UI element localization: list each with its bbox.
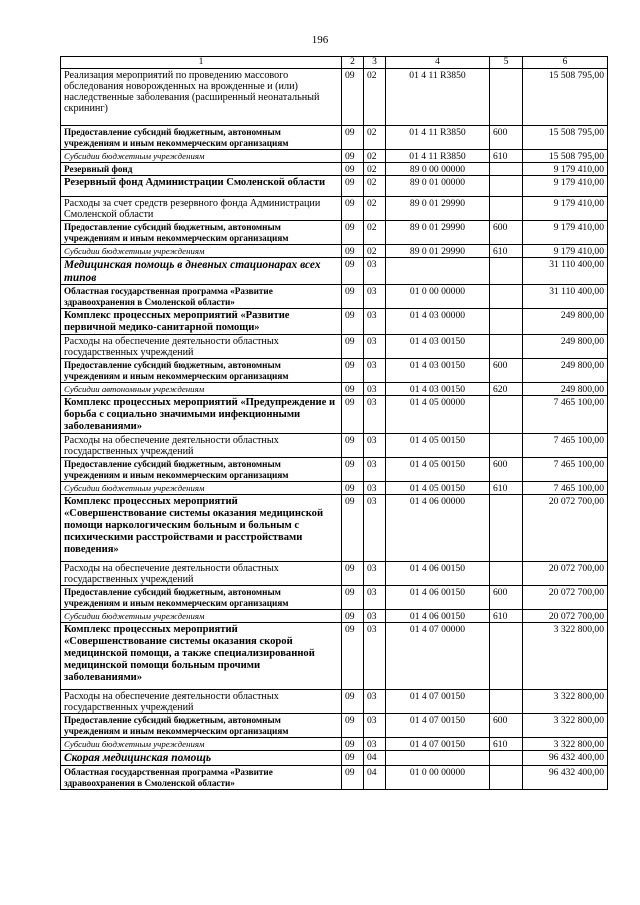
row-name-cell: Предоставление субсидий бюджетным, автономным учреждениям и иным некоммерческим организациям xyxy=(61,458,342,482)
header-row xyxy=(61,57,608,69)
table-row xyxy=(61,163,608,176)
subsection-code-cell: 03 xyxy=(364,610,386,623)
amount-cell: 3 322 800,00 xyxy=(523,714,608,738)
row-name-cell: Областная государственная программа «Развитие здравоохранения в Смоленской области» xyxy=(61,765,342,789)
subsection-code-cell: 03 xyxy=(364,309,386,335)
row-name-cell: Резервный фонд Администрации Смоленской области xyxy=(61,176,342,197)
expense-type-cell: 600 xyxy=(490,586,523,610)
row-name-cell: Расходы на обеспечение деятельности областных государственных учреждений xyxy=(61,690,342,714)
table-row xyxy=(61,396,608,434)
amount-cell: 9 179 410,00 xyxy=(523,163,608,176)
amount-cell: 96 432 400,00 xyxy=(523,751,608,766)
target-article-cell: 01 4 06 00150 xyxy=(386,586,490,610)
section-code-cell: 09 xyxy=(342,751,364,766)
section-code-cell: 09 xyxy=(342,359,364,383)
row-name-cell: Субсидии бюджетным учреждениям xyxy=(61,482,342,495)
target-article-cell xyxy=(386,751,490,766)
subsection-code-cell: 02 xyxy=(364,163,386,176)
table-row xyxy=(61,359,608,383)
row-name-cell: Комплекс процессных мероприятий «Развитие первичной медико-санитарной помощи» xyxy=(61,309,342,335)
row-name-cell: Медицинская помощь в дневных стационарах всех типов xyxy=(61,258,342,285)
target-article-cell: 89 0 00 00000 xyxy=(386,163,490,176)
header-cell: 3 xyxy=(364,57,386,69)
row-name-cell: Предоставление субсидий бюджетным, автономным учреждениям и иным некоммерческим организациям xyxy=(61,714,342,738)
amount-cell: 20 072 700,00 xyxy=(523,495,608,562)
amount-cell: 249 800,00 xyxy=(523,383,608,396)
section-code-cell: 09 xyxy=(342,335,364,359)
expense-type-cell xyxy=(490,258,523,285)
subsection-code-cell: 04 xyxy=(364,751,386,766)
target-article-cell: 01 4 05 00150 xyxy=(386,458,490,482)
page-number: 196 xyxy=(311,34,329,46)
table-row xyxy=(61,458,608,482)
target-article-cell: 01 4 05 00150 xyxy=(386,434,490,458)
subsection-code-cell: 02 xyxy=(364,150,386,163)
budget-table xyxy=(60,56,608,790)
row-name-cell: Комплекс процессных мероприятий «Предупреждение и борьба с социально значимыми инфекционными заболеваниями» xyxy=(61,396,342,434)
section-code-cell: 09 xyxy=(342,610,364,623)
section-code-cell: 09 xyxy=(342,495,364,562)
row-name-cell: Субсидии бюджетным учреждениям xyxy=(61,245,342,258)
amount-cell: 9 179 410,00 xyxy=(523,221,608,245)
target-article-cell: 01 4 05 00150 xyxy=(386,482,490,495)
header-cell: 1 xyxy=(61,57,342,69)
amount-cell: 20 072 700,00 xyxy=(523,610,608,623)
table-row xyxy=(61,586,608,610)
expense-type-cell: 610 xyxy=(490,610,523,623)
target-article-cell: 01 0 00 00000 xyxy=(386,765,490,789)
row-name-cell: Расходы на обеспечение деятельности областных государственных учреждений xyxy=(61,434,342,458)
section-code-cell: 09 xyxy=(342,738,364,751)
table-row xyxy=(61,562,608,586)
target-article-cell: 01 4 11 R3850 xyxy=(386,126,490,150)
expense-type-cell: 600 xyxy=(490,126,523,150)
table-body xyxy=(61,69,608,790)
section-code-cell: 09 xyxy=(342,150,364,163)
amount-cell: 3 322 800,00 xyxy=(523,738,608,751)
row-name-cell: Скорая медицинская помощь xyxy=(61,751,342,766)
amount-cell: 20 072 700,00 xyxy=(523,586,608,610)
expense-type-cell xyxy=(490,396,523,434)
header-cell: 6 xyxy=(523,57,608,69)
target-article-cell: 01 4 03 00150 xyxy=(386,335,490,359)
section-code-cell: 09 xyxy=(342,221,364,245)
amount-cell: 7 465 100,00 xyxy=(523,482,608,495)
table-row xyxy=(61,176,608,197)
target-article-cell: 01 4 03 00150 xyxy=(386,383,490,396)
section-code-cell: 09 xyxy=(342,623,364,690)
expense-type-cell xyxy=(490,197,523,221)
subsection-code-cell: 03 xyxy=(364,383,386,396)
expense-type-cell xyxy=(490,335,523,359)
table-row xyxy=(61,738,608,751)
expense-type-cell: 610 xyxy=(490,738,523,751)
table-row xyxy=(61,126,608,150)
target-article-cell: 01 4 07 00000 xyxy=(386,623,490,690)
subsection-code-cell: 03 xyxy=(364,335,386,359)
section-code-cell: 09 xyxy=(342,714,364,738)
expense-type-cell xyxy=(490,176,523,197)
expense-type-cell xyxy=(490,69,523,126)
expense-type-cell: 600 xyxy=(490,359,523,383)
subsection-code-cell: 02 xyxy=(364,221,386,245)
expense-type-cell: 610 xyxy=(490,245,523,258)
expense-type-cell xyxy=(490,285,523,309)
table-header xyxy=(61,57,608,69)
subsection-code-cell: 03 xyxy=(364,495,386,562)
amount-cell: 7 465 100,00 xyxy=(523,458,608,482)
section-code-cell: 09 xyxy=(342,245,364,258)
amount-cell: 9 179 410,00 xyxy=(523,245,608,258)
row-name-cell: Реализация мероприятий по проведению массового обследования новорожденных на врожденные и (или) наследственные заболевания (расширенный неонатальный скрининг) xyxy=(61,69,342,126)
table-row xyxy=(61,383,608,396)
target-article-cell: 01 0 00 00000 xyxy=(386,285,490,309)
section-code-cell: 09 xyxy=(342,309,364,335)
expense-type-cell xyxy=(490,623,523,690)
section-code-cell: 09 xyxy=(342,258,364,285)
section-code-cell: 09 xyxy=(342,197,364,221)
header-cell: 4 xyxy=(386,57,490,69)
table-row xyxy=(61,197,608,221)
amount-cell: 3 322 800,00 xyxy=(523,623,608,690)
subsection-code-cell: 03 xyxy=(364,482,386,495)
amount-cell: 31 110 400,00 xyxy=(523,258,608,285)
table-row xyxy=(61,482,608,495)
table-row xyxy=(61,714,608,738)
table-row xyxy=(61,610,608,623)
expense-type-cell: 600 xyxy=(490,458,523,482)
table-row xyxy=(61,751,608,766)
amount-cell: 9 179 410,00 xyxy=(523,176,608,197)
subsection-code-cell: 03 xyxy=(364,458,386,482)
target-article-cell: 01 4 07 00150 xyxy=(386,690,490,714)
section-code-cell: 09 xyxy=(342,126,364,150)
amount-cell: 7 465 100,00 xyxy=(523,396,608,434)
table-row xyxy=(61,309,608,335)
target-article-cell: 89 0 01 29990 xyxy=(386,197,490,221)
amount-cell: 20 072 700,00 xyxy=(523,562,608,586)
row-name-cell: Расходы на обеспечение деятельности областных государственных учреждений xyxy=(61,335,342,359)
table-row xyxy=(61,285,608,309)
amount-cell: 7 465 100,00 xyxy=(523,434,608,458)
table-row xyxy=(61,765,608,789)
expense-type-cell xyxy=(490,765,523,789)
header-cell: 5 xyxy=(490,57,523,69)
expense-type-cell xyxy=(490,434,523,458)
section-code-cell: 09 xyxy=(342,765,364,789)
target-article-cell xyxy=(386,258,490,285)
table-row xyxy=(61,434,608,458)
table-row xyxy=(61,335,608,359)
expense-type-cell: 610 xyxy=(490,150,523,163)
expense-type-cell: 620 xyxy=(490,383,523,396)
expense-type-cell xyxy=(490,562,523,586)
subsection-code-cell: 03 xyxy=(364,586,386,610)
table-row xyxy=(61,623,608,690)
table-row xyxy=(61,690,608,714)
subsection-code-cell: 02 xyxy=(364,197,386,221)
row-name-cell: Комплекс процессных мероприятий «Совершенствование системы оказания медицинской помощи наркологическим больным и больным с психическими расстройствами и расстройствами поведения» xyxy=(61,495,342,562)
row-name-cell: Субсидии бюджетным учреждениям xyxy=(61,610,342,623)
subsection-code-cell: 02 xyxy=(364,245,386,258)
subsection-code-cell: 02 xyxy=(364,69,386,126)
amount-cell: 15 508 795,00 xyxy=(523,150,608,163)
target-article-cell: 01 4 07 00150 xyxy=(386,738,490,751)
target-article-cell: 01 4 03 00150 xyxy=(386,359,490,383)
target-article-cell: 89 0 01 00000 xyxy=(386,176,490,197)
subsection-code-cell: 04 xyxy=(364,765,386,789)
subsection-code-cell: 03 xyxy=(364,714,386,738)
amount-cell: 15 508 795,00 xyxy=(523,69,608,126)
header-cell: 2 xyxy=(342,57,364,69)
target-article-cell: 89 0 01 29990 xyxy=(386,245,490,258)
subsection-code-cell: 03 xyxy=(364,690,386,714)
expense-type-cell xyxy=(490,163,523,176)
row-name-cell: Субсидии автономным учреждениям xyxy=(61,383,342,396)
target-article-cell: 01 4 05 00000 xyxy=(386,396,490,434)
row-name-cell: Областная государственная программа «Развитие здравоохранения в Смоленской области» xyxy=(61,285,342,309)
table-row xyxy=(61,258,608,285)
subsection-code-cell: 03 xyxy=(364,738,386,751)
subsection-code-cell: 03 xyxy=(364,623,386,690)
section-code-cell: 09 xyxy=(342,562,364,586)
subsection-code-cell: 03 xyxy=(364,258,386,285)
target-article-cell: 01 4 11 R3850 xyxy=(386,150,490,163)
section-code-cell: 09 xyxy=(342,434,364,458)
expense-type-cell: 600 xyxy=(490,221,523,245)
row-name-cell: Предоставление субсидий бюджетным, автономным учреждениям и иным некоммерческим организациям xyxy=(61,586,342,610)
subsection-code-cell: 02 xyxy=(364,176,386,197)
expense-type-cell xyxy=(490,690,523,714)
table-row xyxy=(61,245,608,258)
amount-cell: 3 322 800,00 xyxy=(523,690,608,714)
expense-type-cell xyxy=(490,751,523,766)
amount-cell: 9 179 410,00 xyxy=(523,197,608,221)
target-article-cell: 01 4 07 00150 xyxy=(386,714,490,738)
target-article-cell: 01 4 06 00150 xyxy=(386,562,490,586)
section-code-cell: 09 xyxy=(342,458,364,482)
target-article-cell: 01 4 11 R3850 xyxy=(386,69,490,126)
table-row xyxy=(61,495,608,562)
subsection-code-cell: 03 xyxy=(364,285,386,309)
section-code-cell: 09 xyxy=(342,176,364,197)
table-row xyxy=(61,150,608,163)
section-code-cell: 09 xyxy=(342,690,364,714)
section-code-cell: 09 xyxy=(342,586,364,610)
subsection-code-cell: 03 xyxy=(364,396,386,434)
row-name-cell: Субсидии бюджетным учреждениям xyxy=(61,738,342,751)
subsection-code-cell: 03 xyxy=(364,434,386,458)
section-code-cell: 09 xyxy=(342,285,364,309)
section-code-cell: 09 xyxy=(342,396,364,434)
target-article-cell: 01 4 03 00000 xyxy=(386,309,490,335)
expense-type-cell: 600 xyxy=(490,714,523,738)
subsection-code-cell: 03 xyxy=(364,359,386,383)
target-article-cell: 89 0 01 29990 xyxy=(386,221,490,245)
amount-cell: 249 800,00 xyxy=(523,309,608,335)
row-name-cell: Резервный фонд xyxy=(61,163,342,176)
target-article-cell: 01 4 06 00000 xyxy=(386,495,490,562)
table-row xyxy=(61,221,608,245)
section-code-cell: 09 xyxy=(342,482,364,495)
target-article-cell: 01 4 06 00150 xyxy=(386,610,490,623)
expense-type-cell xyxy=(490,495,523,562)
row-name-cell: Предоставление субсидий бюджетным, автономным учреждениям и иным некоммерческим организациям xyxy=(61,221,342,245)
section-code-cell: 09 xyxy=(342,383,364,396)
section-code-cell: 09 xyxy=(342,163,364,176)
row-name-cell: Расходы на обеспечение деятельности областных государственных учреждений xyxy=(61,562,342,586)
subsection-code-cell: 02 xyxy=(364,126,386,150)
amount-cell: 249 800,00 xyxy=(523,359,608,383)
row-name-cell: Комплекс процессных мероприятий «Совершенствование системы оказания скорой медицинской помощи, а также специализированной медицинской помощи больным прочими заболеваниями» xyxy=(61,623,342,690)
expense-type-cell xyxy=(490,309,523,335)
row-name-cell: Предоставление субсидий бюджетным, автономным учреждениям и иным некоммерческим организациям xyxy=(61,359,342,383)
expense-type-cell: 610 xyxy=(490,482,523,495)
amount-cell: 15 508 795,00 xyxy=(523,126,608,150)
amount-cell: 96 432 400,00 xyxy=(523,765,608,789)
subsection-code-cell: 03 xyxy=(364,562,386,586)
section-code-cell: 09 xyxy=(342,69,364,126)
table-row xyxy=(61,69,608,126)
amount-cell: 249 800,00 xyxy=(523,335,608,359)
row-name-cell: Субсидии бюджетным учреждениям xyxy=(61,150,342,163)
row-name-cell: Расходы за счет средств резервного фонда Администрации Смоленской области xyxy=(61,197,342,221)
row-name-cell: Предоставление субсидий бюджетным, автономным учреждениям и иным некоммерческим организациям xyxy=(61,126,342,150)
amount-cell: 31 110 400,00 xyxy=(523,285,608,309)
